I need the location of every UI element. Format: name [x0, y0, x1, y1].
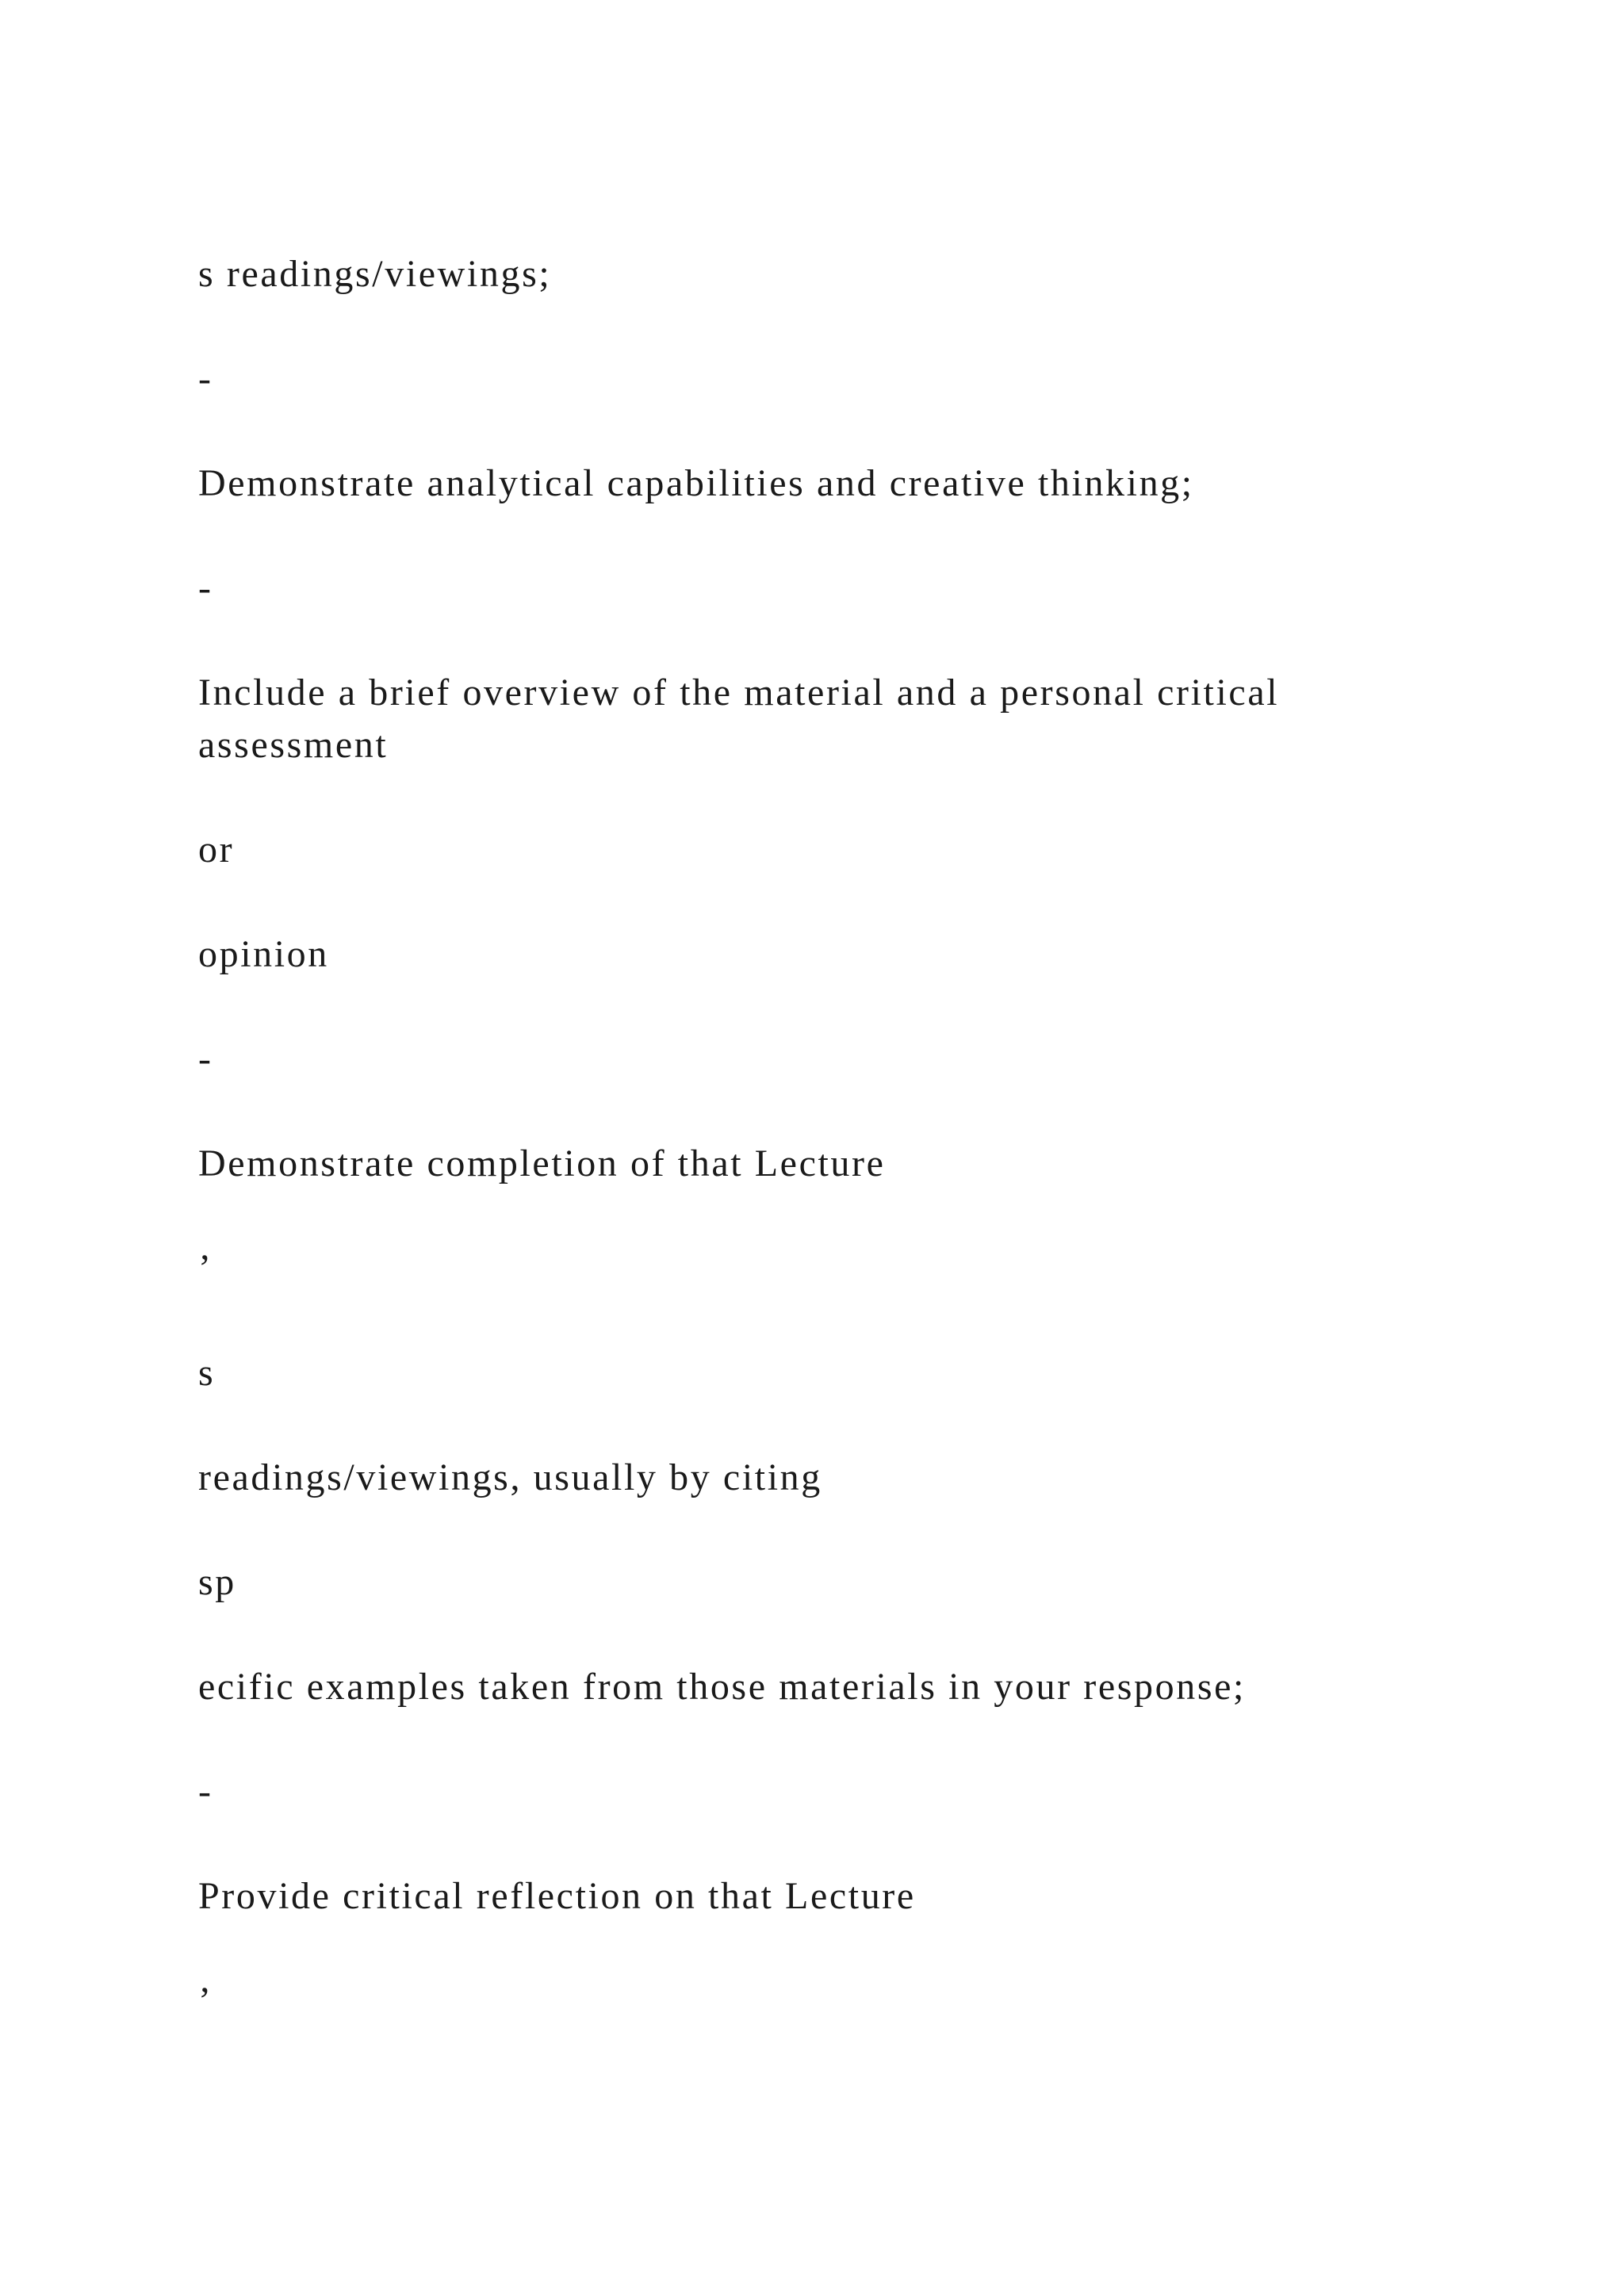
text-line: Demonstrate completion of that Lecture: [198, 1142, 886, 1184]
text-line: s: [198, 1352, 216, 1394]
apostrophe-line: ’: [198, 1247, 213, 1289]
text-line: readings/viewings, usually by citing: [198, 1456, 822, 1498]
apostrophe-line: ’: [198, 1980, 213, 2022]
text-line: opinion: [198, 933, 329, 975]
text-line: sp: [198, 1561, 236, 1603]
text-line: or: [198, 828, 235, 871]
bullet-dash: -: [198, 358, 213, 400]
text-line: Demonstrate analytical capabilities and creative thinking;: [198, 462, 1194, 504]
bullet-dash: -: [198, 567, 213, 609]
bullet-dash: -: [198, 1770, 213, 1812]
bullet-dash: -: [198, 1038, 213, 1080]
text-paragraph: Include a brief overview of the material and a personal critical assessment: [198, 672, 1280, 766]
text-line: s readings/viewings;: [198, 253, 552, 295]
text-line: Provide critical reflection on that Lecture: [198, 1875, 916, 1917]
text-line: ecific examples taken from those materials in your response;: [198, 1666, 1246, 1708]
